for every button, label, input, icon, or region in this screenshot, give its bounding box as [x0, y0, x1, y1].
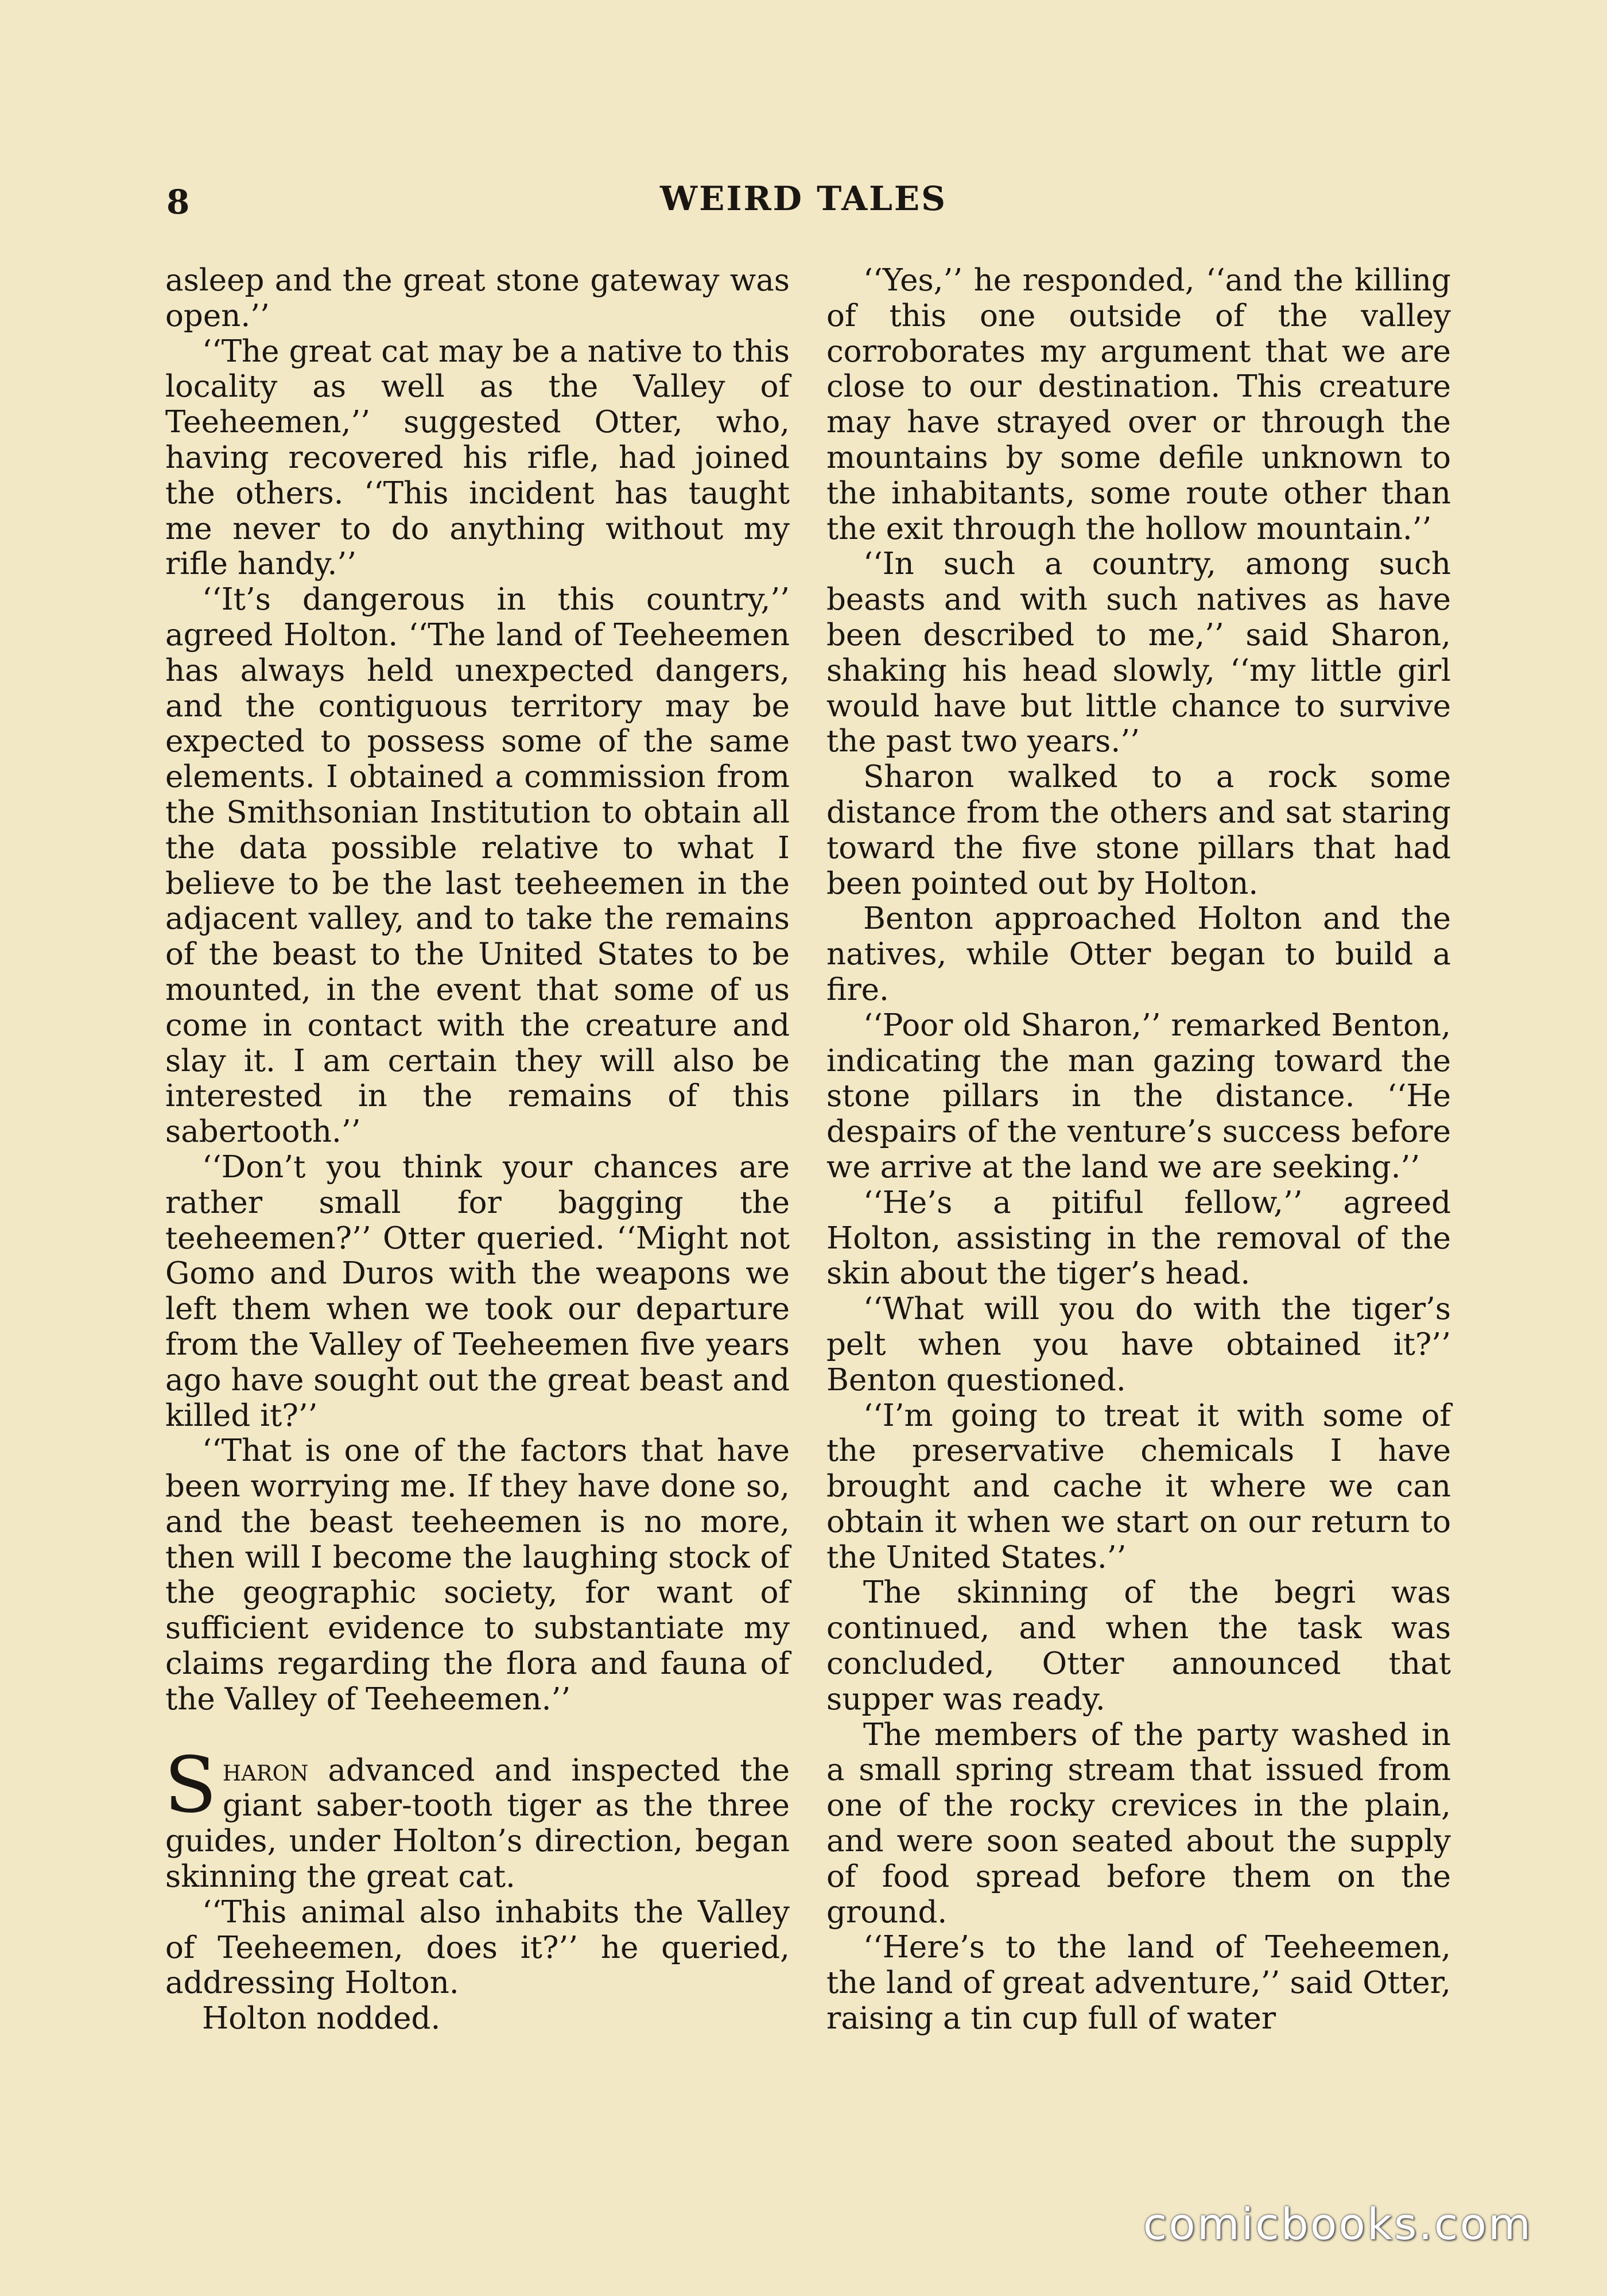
small-caps-lead: haron: [222, 1752, 309, 1788]
paragraph: ‘‘The great cat may be a native to this locality as well as the Valley of Teeheemen,’’ suggested Otter, who, having recovered his rifle, had joined the others. ‘‘This incident has taught me never to do anything without my rifle handy.’’: [165, 333, 790, 582]
paragraph: asleep and the great stone gateway was open.’’: [165, 263, 790, 333]
drop-cap: S: [164, 1740, 217, 1830]
right-column: [826, 263, 1451, 2037]
section-opening-paragraph: [164, 1740, 790, 1895]
paragraph: ‘‘Poor old Sharon,’’ remarked Benton, indicating the man gazing toward the stone pillars in the distance. ‘‘He despairs of the venture’s success before we arrive at the land we are seeking.’’: [826, 1007, 1451, 1185]
paragraph: ‘‘This animal also inhabits the Valley of Teeheemen, does it?’’ he queried, addressing Holton.: [165, 1894, 790, 2001]
paragraph: The skinning of the begri was continued, and when the task was concluded, Otter announced that supper was ready.: [826, 1575, 1451, 1717]
running-head-title: WEIRD TALES: [659, 179, 948, 218]
paragraph: ‘‘What will you do with the tiger’s pelt when you have obtained it?’’ Benton questioned.: [826, 1292, 1451, 1398]
section-text: advanced and inspected the giant saber-tooth tiger as the three guides, under Holton’s direction, began skinning the great cat.: [165, 1752, 790, 1895]
left-column: [165, 263, 790, 2037]
paragraph: ‘‘Yes,’’ he responded, ‘‘and the killing of this one outside of the valley corroborates my argument that we are close to our destination. This creature may have strayed over or through the mountains by some defile unknown to the inhabitants, some route other than the exit through the hollow mountain.’’: [826, 263, 1451, 546]
paragraph: Holton nodded.: [202, 2001, 441, 2037]
paragraph: ‘‘That is one of the factors that have been worrying me. If they have done so, and the beast teeheemen is no more, then will I become the laughing stock of the geographic society, for want of sufficient evidence to substantiate my claims regarding the flora and fauna of the Valley of Teeheemen.’’: [165, 1433, 790, 1717]
paragraph: ‘‘Don’t you think your chances are rather small for bagging the teeheemen?’’ Otter queried. ‘‘Might not Gomo and Duros with the weapons we left them when we took our departure from the Valley of Teeheemen five years ago have sought out the great beast and killed it?’’: [165, 1149, 790, 1433]
paragraph: Benton approached Holton and the natives, while Otter began to build a fire.: [826, 901, 1451, 1007]
page-number: 8: [166, 183, 190, 222]
paragraph: Sharon walked to a rock some distance from the others and sat staring toward the five stone pillars that had been pointed out by Holton.: [826, 759, 1451, 901]
paragraph: ‘‘He’s a pitiful fellow,’’ agreed Holton, assisting in the removal of the skin about the tiger’s head.: [826, 1185, 1451, 1292]
paragraph: ‘‘It’s dangerous in this country,’’ agreed Holton. ‘‘The land of Teeheemen has always held unexpected dangers, and the contiguous territory may be expected to possess some of the same elements. I obtained a commission from the Smithsonian Institution to obtain all the data possible relative to what I believe to be the last teeheemen in the adjacent valley, and to take the remains of the beast to the United States to be mounted, in the event that some of us come in contact with the creature and slay it. I am certain they will also be interested in the remains of this sabertooth.’’: [165, 582, 790, 1150]
paragraph: The members of the party washed in a small spring stream that issued from one of the rocky crevices in the plain, and were soon seated about the supply of food spread before them on the ground.: [826, 1717, 1451, 1930]
paragraph: ‘‘I’m going to treat it with some of the preservative chemicals I have brought and cache it where we can obtain it when we start on our return to the United States.’’: [826, 1398, 1451, 1575]
watermark: comicbooks.com: [1143, 2198, 1532, 2250]
paragraph: ‘‘In such a country, among such beasts and with such natives as have been described to me,’’ said Sharon, shaking his head slowly, ‘‘my little girl would have but little chance to survive the past two years.’’: [826, 546, 1451, 759]
paragraph: ‘‘Here’s to the land of Teeheemen, the land of great adventure,’’ said Otter, raising a tin cup full of water: [826, 1930, 1451, 2037]
